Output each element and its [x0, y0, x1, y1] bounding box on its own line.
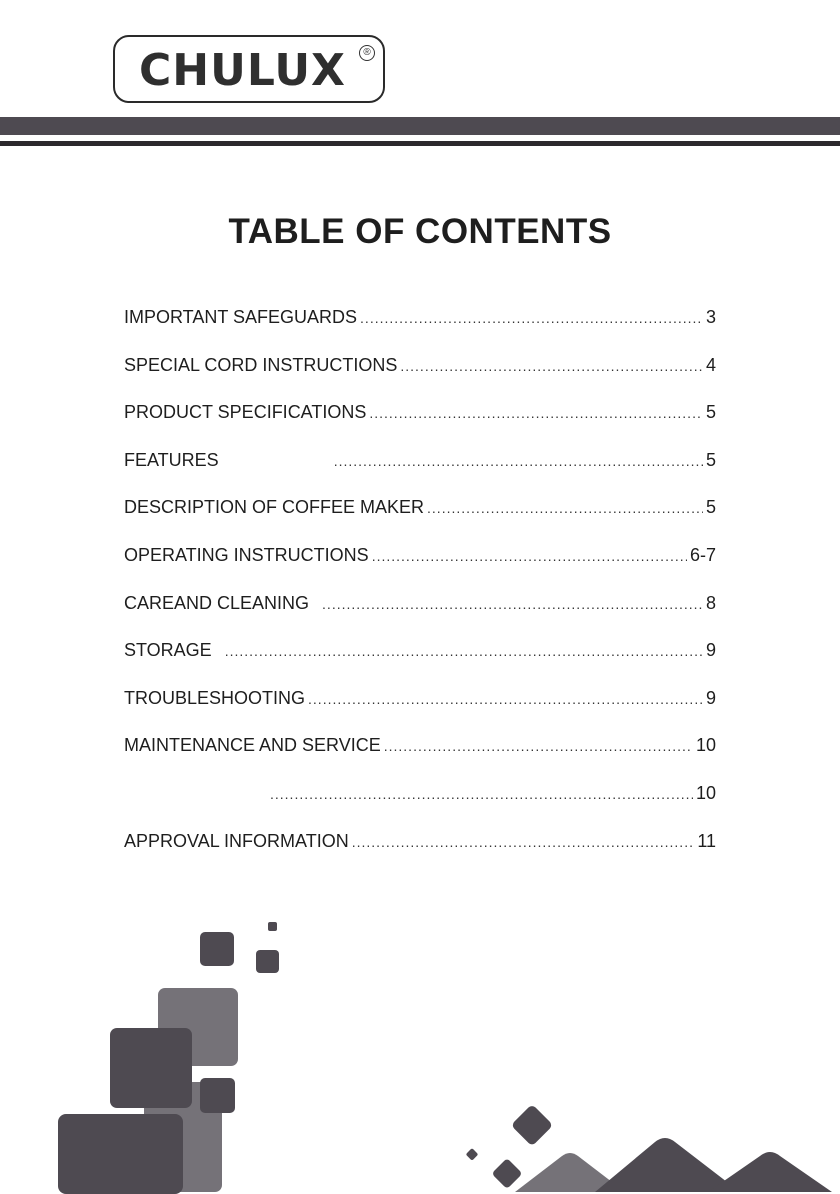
- header-band: [0, 117, 840, 135]
- registered-mark: ®: [359, 45, 375, 61]
- toc-leader-dots: [372, 548, 687, 564]
- toc-label: DESCRIPTION OF COFFEE MAKER: [124, 497, 425, 518]
- toc-page-number: 9: [705, 640, 716, 661]
- toc-label: APPROVAL INFORMATION: [124, 830, 349, 851]
- decor-square: [268, 922, 277, 931]
- toc-page-number: 4: [705, 354, 716, 375]
- toc-row[interactable]: [124, 545, 716, 593]
- toc-label: OPERATING INSTRUCTIONS: [124, 544, 369, 565]
- toc-page-number: 6-7: [689, 544, 716, 565]
- toc-page-number: 5: [705, 497, 716, 518]
- toc-row[interactable]: [124, 735, 716, 783]
- toc-row[interactable]: [124, 783, 716, 831]
- toc-label: FEATURES: [124, 449, 219, 470]
- toc-row[interactable]: [124, 307, 716, 355]
- decor-square: [200, 1078, 235, 1113]
- toc-leader-dots: [360, 310, 703, 326]
- toc-page-number: 8: [705, 592, 716, 613]
- header-rule: [0, 141, 840, 146]
- toc-row[interactable]: [124, 688, 716, 736]
- toc-row[interactable]: [124, 355, 716, 403]
- toc-leader-dots: [334, 453, 703, 469]
- toc-leader-dots: [400, 358, 703, 374]
- decor-square: [200, 932, 234, 966]
- toc-label: IMPORTANT SAFEGUARDS: [124, 307, 358, 327]
- toc-page-number: 10: [695, 782, 716, 803]
- toc-leader-dots: [352, 834, 695, 850]
- toc-row[interactable]: [124, 450, 716, 498]
- toc-label: SPECIAL CORD INSTRUCTIONS: [124, 354, 398, 375]
- decor-square: [256, 950, 279, 973]
- toc-page-number: 3: [705, 307, 716, 327]
- decor-square: [110, 1028, 192, 1108]
- toc-list: [124, 307, 716, 878]
- toc-page-number: 10: [695, 735, 716, 756]
- toc-page-number: 11: [697, 830, 716, 851]
- page-title: TABLE OF CONTENTS: [228, 212, 612, 251]
- brand-name: CHULUX: [139, 45, 346, 96]
- brand-logo: [113, 35, 385, 103]
- toc-leader-dots: [308, 691, 703, 707]
- toc-leader-dots: [384, 738, 693, 754]
- toc-leader-dots: [427, 500, 703, 516]
- toc-label: CAREAND CLEANING: [124, 592, 310, 613]
- toc-leader-dots: [322, 596, 703, 612]
- toc-row[interactable]: [124, 831, 716, 879]
- toc-page-number: 5: [705, 402, 716, 423]
- toc-leader-dots: [270, 786, 693, 802]
- toc-label: PRODUCT SPECIFICATIONS: [124, 402, 367, 423]
- toc-label: TROUBLESHOOTING: [124, 687, 306, 708]
- toc-leader-dots: [225, 643, 703, 659]
- toc-row[interactable]: [124, 402, 716, 450]
- toc-row[interactable]: [124, 640, 716, 688]
- toc-label: MAINTENANCE AND SERVICE: [124, 735, 381, 756]
- toc-page-number: 5: [705, 449, 716, 470]
- decor-shapes: [440, 1090, 840, 1192]
- toc-row[interactable]: [124, 593, 716, 641]
- decor-square: [58, 1114, 183, 1194]
- toc-page-number: 9: [705, 687, 716, 708]
- toc-row[interactable]: [124, 497, 716, 545]
- toc-label: STORAGE: [124, 640, 212, 661]
- toc-leader-dots: [369, 405, 703, 421]
